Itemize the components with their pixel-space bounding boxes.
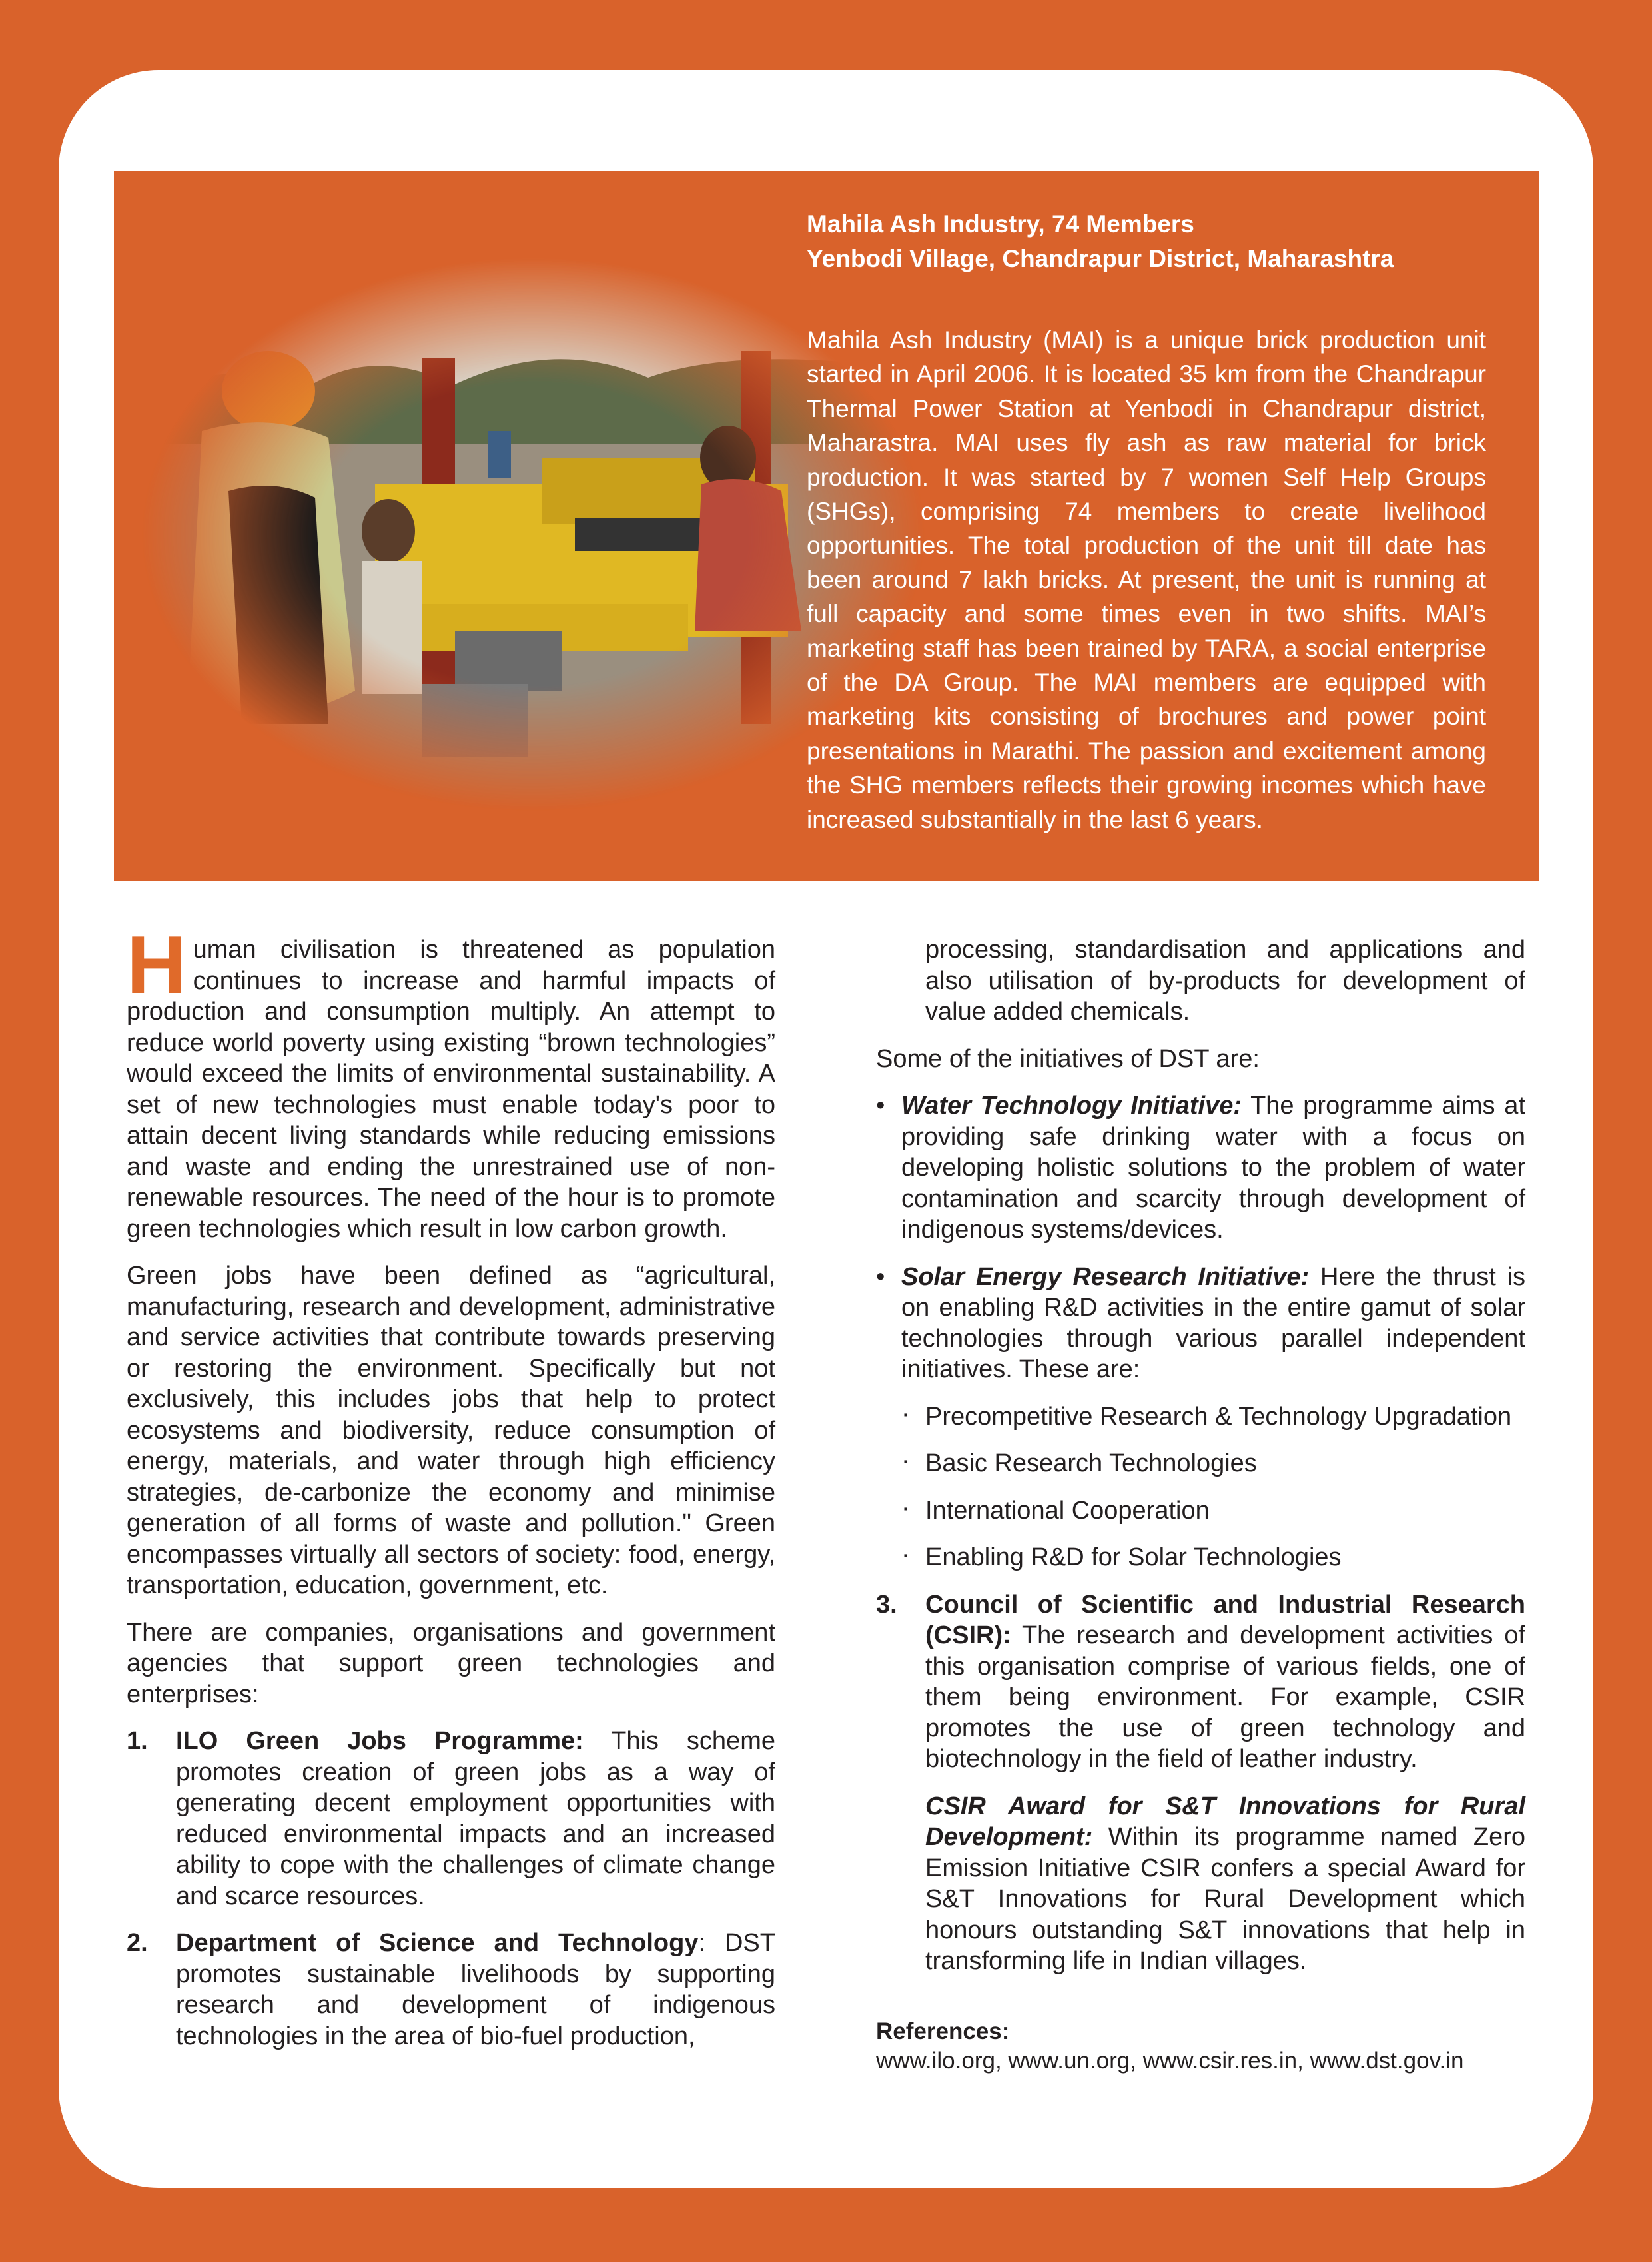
banner-title-line1: Mahila Ash Industry, 74 Members: [807, 210, 1194, 238]
list-item-csir: [876, 1589, 1525, 1775]
list-item-text: This scheme promotes creation of green jobs as a way of generating decent employment opportunities with reduced environmental impacts and an increased ability to cope with the challenges of climate change and scarce resources.: [176, 1727, 775, 1910]
sub-item-enabling: [876, 1542, 1525, 1573]
bullet-mark: •: [876, 1092, 885, 1120]
sub-item-text: International Cooperation: [925, 1496, 1210, 1525]
bullet-mark: •: [876, 1262, 885, 1291]
list-item-label: Department of Science and Technology: [176, 1929, 699, 1957]
drop-cap: H: [127, 919, 187, 1011]
sub-item-basic-research: [876, 1448, 1525, 1479]
support-paragraph: There are companies, organisations and government agencies that support green technologies and enterprises:: [127, 1618, 775, 1708]
green-jobs-paragraph: Green jobs have been defined as “agricultural, manufacturing, research and development, administrative and service activities that contribute towards preserving or restoring the environment. Specifically but not exclusively, this includes jobs that help to protect ecosystems and biodiversity, reduce consumption of energy, materials, and water through high efficiency strategies, de-carbonize the economy and minimise generation of all forms of waste and pollution." Green encompasses virtually all sectors of society: food, energy, transportation, education, government, etc.: [127, 1262, 775, 1599]
bullet-label: Solar Energy Research Initiative:: [901, 1262, 1310, 1291]
csir-award-paragraph: [876, 1791, 1525, 1977]
list-item-label: Council of Scientific and Industrial Research (CSIR):: [925, 1590, 1525, 1649]
sub-item-precompetitive: [876, 1401, 1525, 1433]
sub-item-text: Basic Research Technologies: [925, 1449, 1257, 1477]
references: [876, 2017, 1525, 2075]
banner-heading: [807, 207, 1486, 276]
intro-text: uman civilisation is threatened as population continues to increase and harmful impacts of production and consumption multiply. An attempt to reduce world poverty using existing “brown technologies” would exceed the limits of environmental sustainability. A set of new technologies must enable today's poor to attain decent living standards while reducing emissions and waste and ending the unrestrained use of non-renewable resources. The need of the hour is to promote green technologies which result in low carbon growth.: [127, 936, 775, 1243]
award-text: Within its programme named Zero Emission Initiative CSIR confers a special Award for S&T Innovations for Rural Development which honours outstanding S&T innovations that help in transforming life in Indian villages.: [925, 1823, 1525, 1975]
initiatives-intro: Some of the initiatives of DST are:: [876, 1044, 1260, 1073]
right-column: [876, 935, 1525, 2075]
bullet-text: Here the thrust is on enabling R&D activities in the entire gamut of solar technologies through various parallel independent initiatives. These are:: [901, 1262, 1525, 1383]
bullet-text: The programme aims at providing safe drinking water with a focus on developing holistic solutions to the problem of water contamination and scarcity through development of indigenous systems/devices.: [901, 1092, 1525, 1244]
sub-item-text: Precompetitive Research & Technology Upgradation: [925, 1402, 1512, 1431]
bullet-water-technology: [876, 1090, 1525, 1246]
dst-continuation: processing, standardisation and applications and also utilisation of by-products for development of value added chemicals.: [925, 936, 1525, 1026]
list-item-text: : DST promotes sustainable livelihoods by supporting research and development of indigenous technologies in the area of bio-fuel production,: [176, 1929, 775, 2050]
banner-title-line2: Yenbodi Village, Chandrapur District, Maharashtra: [807, 245, 1394, 272]
list-number: 1.: [127, 1727, 148, 1755]
list-item-ilo: [127, 1726, 775, 1912]
list-item-label: ILO Green Jobs Programme:: [176, 1727, 584, 1755]
award-label: CSIR Award for S&T Innovations for Rural Development:: [925, 1792, 1525, 1851]
sub-item-text: Enabling R&D for Solar Technologies: [925, 1543, 1342, 1571]
case-study-banner: [114, 171, 1539, 881]
list-number: 2.: [127, 1929, 148, 1957]
references-text: www.ilo.org, www.un.org, www.csir.res.in, www.dst.gov.in: [876, 2047, 1464, 2074]
banner-body-text: Mahila Ash Industry (MAI) is a unique brick production unit started in April 2006. It is located 35 km from the Chandrapur Thermal Power Station at Yenbodi in Chandrapur district, Maharastra. MAI uses fly ash as raw material for brick production. It was started by 7 women Self Help Groups (SHGs), comprising 74 members to create livelihood opportunities. The total production of the unit till date has been around 7 lakh bricks. At present, the unit is running at full capacity and some times even in two shifts. MAI’s marketing staff has been trained by TARA, a social enterprise of the DA Group. The MAI members are equipped with marketing kits consisting of brochures and power point presentations in Marathi. The passion and excitement among the SHG members reflects their growing incomes which have increased substantially in the last 6 years.: [807, 326, 1486, 833]
sub-mark: ·: [901, 1399, 910, 1428]
bullet-solar-energy: [876, 1262, 1525, 1385]
left-column: [127, 919, 775, 2068]
intro-paragraph: [127, 919, 775, 1244]
sub-mark: ·: [901, 1541, 910, 1569]
references-heading: References:: [876, 2018, 1010, 2044]
sub-mark: ·: [901, 1447, 910, 1475]
list-number: 3.: [876, 1590, 897, 1619]
sub-mark: ·: [901, 1493, 910, 1522]
list-item-text: The research and development activities of this organisation comprise of various fields, one of them being environment. For example, CSIR promotes the use of green technology and biotechnology in the field of leather industry.: [925, 1621, 1525, 1773]
sub-item-international: [876, 1495, 1525, 1527]
bullet-label: Water Technology Initiative:: [901, 1092, 1242, 1120]
list-item-dst: [127, 1928, 775, 2052]
